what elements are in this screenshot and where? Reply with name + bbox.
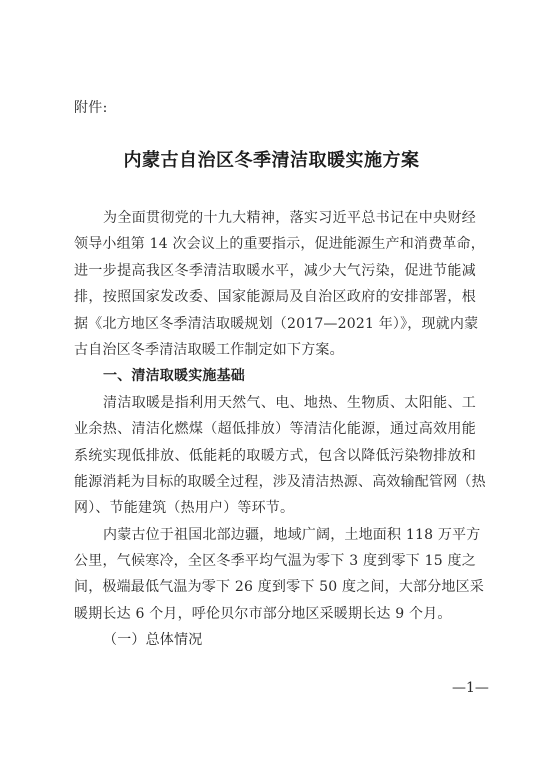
- paragraph-line: 据《北方地区冬季清洁取暖规划（2017—2021 年）》，现就内蒙: [74, 315, 479, 332]
- paragraph-line: 暖期长达 6 个月，呼伦贝尔市部分地区采暖期长达 9 个月。: [74, 605, 452, 622]
- paragraph-line: 业余热、清洁化燃煤（超低排放）等清洁化能源，通过高效用能: [74, 421, 476, 438]
- climate-paragraph: [74, 522, 485, 628]
- section-heading: 一、清洁取暖实施基础: [103, 368, 245, 385]
- paragraph-line: 能源消耗为目标的取暖全过程，涉及清洁热源、高效输配管网（热: [74, 473, 486, 490]
- paragraph-line: 内蒙古位于祖国北部边疆，地域广阔，土地面积 118 万平方: [103, 526, 481, 543]
- document-title: 内蒙古自治区冬季清洁取暖实施方案: [123, 150, 420, 171]
- paragraph-line: 清洁取暖是指利用天然气、电、地热、生物质、太阳能、工: [103, 394, 476, 411]
- page-number: —1—: [452, 680, 489, 696]
- paragraph-line: 为全面贯彻党的十九大精神，落实习近平总书记在中央财经: [103, 210, 476, 226]
- paragraph-line: 间，极端最低气温为零下 26 度到零下 50 度之间，大部分地区采: [74, 579, 485, 596]
- intro-paragraph: [74, 205, 485, 363]
- attachment-label: 附件:: [74, 100, 108, 116]
- paragraph-line: 网）、节能建筑（热用户）等环节。: [74, 500, 295, 517]
- paragraph-line: 古自治区冬季清洁取暖工作制定如下方案。: [74, 341, 344, 358]
- definition-paragraph: [74, 390, 486, 522]
- paragraph-line: 排，按照国家发改委、国家能源局及自治区政府的安排部署，根: [74, 289, 476, 306]
- document-body: [74, 205, 486, 654]
- paragraph-line: 公里，气候寒冷，全区冬季平均气温为零下 3 度到零下 15 度之: [74, 553, 476, 570]
- subsection-heading: （一）总体情况: [103, 632, 203, 649]
- paragraph-line: 系统实现低排放、低能耗的取暖方式，包含以降低污染物排放和: [74, 447, 476, 464]
- paragraph-line: 领导小组第 14 次会议上的重要指示，促进能源生产和消费革命，: [74, 236, 485, 253]
- paragraph-line: 进一步提高我区冬季清洁取暖水平，减少大气污染，促进节能减: [74, 262, 476, 279]
